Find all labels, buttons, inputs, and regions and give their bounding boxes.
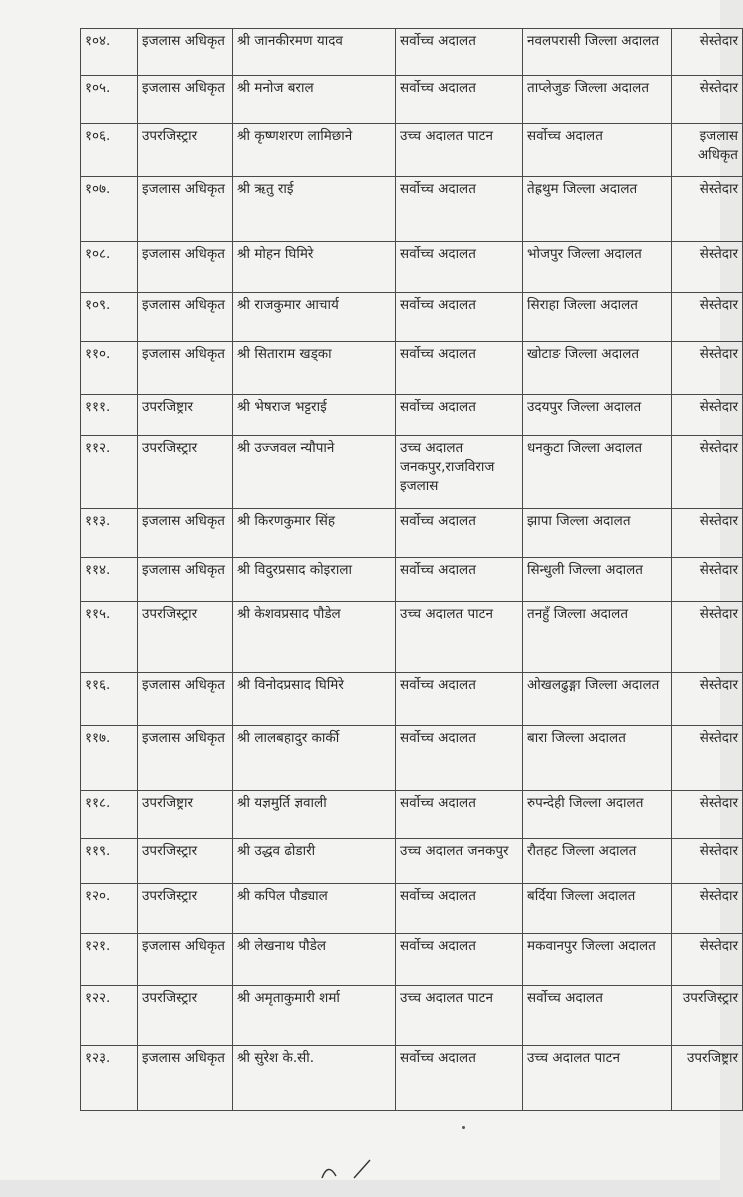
current-post-cell: इजलास अधिकृत bbox=[138, 1046, 233, 1111]
current-post-cell: उपरजिस्ट्रार bbox=[138, 124, 233, 177]
ink-dot bbox=[462, 1126, 465, 1129]
transfer-office-cell: भोजपुर जिल्ला अदालत bbox=[523, 242, 672, 293]
table-row bbox=[81, 293, 743, 342]
employee-name-cell: श्री कृष्णशरण लामिछाने bbox=[233, 124, 396, 177]
transfer-office-cell: तनहुँ जिल्ला अदालत bbox=[523, 602, 672, 673]
current-office-cell: सर्वोच्च अदालत bbox=[396, 293, 523, 342]
current-post-cell: उपरजिस्ट्रार bbox=[138, 839, 233, 884]
serial-number-cell: ११७. bbox=[81, 726, 138, 791]
new-post-cell: सेस्तेदार bbox=[672, 839, 743, 884]
transfer-office-cell: रौतहट जिल्ला अदालत bbox=[523, 839, 672, 884]
table-row bbox=[81, 436, 743, 509]
new-post-cell: इजलास अधिकृत bbox=[672, 124, 743, 177]
table-row bbox=[81, 29, 743, 76]
new-post-cell: सेस्तेदार bbox=[672, 242, 743, 293]
new-post-cell: उपरजिष्ट्रार bbox=[672, 1046, 743, 1111]
new-post-cell: सेस्तेदार bbox=[672, 791, 743, 839]
transfer-office-cell: नवलपरासी जिल्ला अदालत bbox=[523, 29, 672, 76]
serial-number-cell: १२०. bbox=[81, 884, 138, 934]
transfer-office-cell: बारा जिल्ला अदालत bbox=[523, 726, 672, 791]
table-row bbox=[81, 839, 743, 884]
new-post-cell: सेस्तेदार bbox=[672, 76, 743, 124]
transfer-office-cell: ओखलढुङ्गा जिल्ला अदालत bbox=[523, 673, 672, 726]
table-row bbox=[81, 1046, 743, 1111]
transfer-office-cell: बर्दिया जिल्ला अदालत bbox=[523, 884, 672, 934]
current-office-cell: सर्वोच्च अदालत bbox=[396, 791, 523, 839]
serial-number-cell: १०८. bbox=[81, 242, 138, 293]
new-post-cell: सेस्तेदार bbox=[672, 177, 743, 242]
new-post-cell: सेस्तेदार bbox=[672, 884, 743, 934]
table-body bbox=[81, 29, 743, 1111]
transfer-office-cell: सिन्धुली जिल्ला अदालत bbox=[523, 558, 672, 602]
table-row bbox=[81, 726, 743, 791]
current-post-cell: उपरजिस्ट्रार bbox=[138, 436, 233, 509]
table-row bbox=[81, 934, 743, 986]
transfer-office-cell: मकवानपुर जिल्ला अदालत bbox=[523, 934, 672, 986]
current-post-cell: उपरजिस्ट्रार bbox=[138, 884, 233, 934]
transfer-office-cell: तेह्रथुम जिल्ला अदालत bbox=[523, 177, 672, 242]
new-post-cell: सेस्तेदार bbox=[672, 29, 743, 76]
current-office-cell: सर्वोच्च अदालत bbox=[396, 726, 523, 791]
serial-number-cell: १२२. bbox=[81, 986, 138, 1046]
current-office-cell: सर्वोच्च अदालत bbox=[396, 76, 523, 124]
serial-number-cell: ११२. bbox=[81, 436, 138, 509]
transfer-office-cell: ताप्लेजुङ जिल्ला अदालत bbox=[523, 76, 672, 124]
signature-mark bbox=[318, 1158, 378, 1180]
transfer-office-cell: झापा जिल्ला अदालत bbox=[523, 509, 672, 558]
serial-number-cell: १०६. bbox=[81, 124, 138, 177]
serial-number-cell: १२३. bbox=[81, 1046, 138, 1111]
current-post-cell: इजलास अधिकृत bbox=[138, 29, 233, 76]
employee-name-cell: श्री उद्धव ढोडारी bbox=[233, 839, 396, 884]
current-post-cell: इजलास अधिकृत bbox=[138, 342, 233, 395]
serial-number-cell: १२१. bbox=[81, 934, 138, 986]
current-post-cell: इजलास अधिकृत bbox=[138, 76, 233, 124]
current-office-cell: सर्वोच्च अदालत bbox=[396, 177, 523, 242]
current-office-cell: उच्च अदालत जनकपुर bbox=[396, 839, 523, 884]
serial-number-cell: १०९. bbox=[81, 293, 138, 342]
current-office-cell: उच्च अदालत पाटन bbox=[396, 602, 523, 673]
current-post-cell: इजलास अधिकृत bbox=[138, 177, 233, 242]
transfer-office-cell: सर्वोच्च अदालत bbox=[523, 124, 672, 177]
table-row bbox=[81, 124, 743, 177]
current-office-cell: सर्वोच्च अदालत bbox=[396, 558, 523, 602]
current-office-cell: उच्च अदालत जनकपुर,राजविराज इजलास bbox=[396, 436, 523, 509]
current-office-cell: सर्वोच्च अदालत bbox=[396, 1046, 523, 1111]
table-row bbox=[81, 177, 743, 242]
current-office-cell: सर्वोच्च अदालत bbox=[396, 934, 523, 986]
current-post-cell: उपरजिस्ट्रार bbox=[138, 986, 233, 1046]
serial-number-cell: १०७. bbox=[81, 177, 138, 242]
table-row bbox=[81, 602, 743, 673]
employee-name-cell: श्री मोहन घिमिरे bbox=[233, 242, 396, 293]
new-post-cell: सेस्तेदार bbox=[672, 934, 743, 986]
new-post-cell: सेस्तेदार bbox=[672, 293, 743, 342]
current-post-cell: इजलास अधिकृत bbox=[138, 242, 233, 293]
table-row bbox=[81, 395, 743, 436]
employee-name-cell: श्री विनोदप्रसाद घिमिरे bbox=[233, 673, 396, 726]
employee-name-cell: श्री कपिल पौड्याल bbox=[233, 884, 396, 934]
employee-name-cell: श्री सिताराम खड्का bbox=[233, 342, 396, 395]
employee-name-cell: श्री अमृताकुमारी शर्मा bbox=[233, 986, 396, 1046]
table-row bbox=[81, 242, 743, 293]
current-office-cell: सर्वोच्च अदालत bbox=[396, 673, 523, 726]
current-office-cell: सर्वोच्च अदालत bbox=[396, 395, 523, 436]
table-row bbox=[81, 986, 743, 1046]
table-row bbox=[81, 791, 743, 839]
current-post-cell: इजलास अधिकृत bbox=[138, 673, 233, 726]
current-office-cell: उच्च अदालत पाटन bbox=[396, 986, 523, 1046]
employee-name-cell: श्री यज्ञमुर्ति ज्ञवाली bbox=[233, 791, 396, 839]
current-office-cell: सर्वोच्च अदालत bbox=[396, 242, 523, 293]
current-post-cell: उपरजिस्ट्रार bbox=[138, 602, 233, 673]
new-post-cell: सेस्तेदार bbox=[672, 436, 743, 509]
new-post-cell: उपरजिस्ट्रार bbox=[672, 986, 743, 1046]
transfer-office-cell: धनकुटा जिल्ला अदालत bbox=[523, 436, 672, 509]
new-post-cell: सेस्तेदार bbox=[672, 558, 743, 602]
new-post-cell: सेस्तेदार bbox=[672, 395, 743, 436]
current-post-cell: इजलास अधिकृत bbox=[138, 509, 233, 558]
employee-name-cell: श्री सुरेश के.सी. bbox=[233, 1046, 396, 1111]
transfer-office-cell: सर्वोच्च अदालत bbox=[523, 986, 672, 1046]
transfer-office-cell: उच्च अदालत पाटन bbox=[523, 1046, 672, 1111]
serial-number-cell: १०४. bbox=[81, 29, 138, 76]
bottom-strip bbox=[0, 1180, 720, 1197]
current-post-cell: इजलास अधिकृत bbox=[138, 934, 233, 986]
table-row bbox=[81, 673, 743, 726]
employee-name-cell: श्री लेखनाथ पौडेल bbox=[233, 934, 396, 986]
employee-name-cell: श्री किरणकुमार सिंह bbox=[233, 509, 396, 558]
transfer-office-cell: उदयपुर जिल्ला अदालत bbox=[523, 395, 672, 436]
serial-number-cell: ११४. bbox=[81, 558, 138, 602]
serial-number-cell: ११०. bbox=[81, 342, 138, 395]
employee-name-cell: श्री लालबहादुर कार्की bbox=[233, 726, 396, 791]
employee-name-cell: श्री उज्जवल न्यौपाने bbox=[233, 436, 396, 509]
table-row bbox=[81, 76, 743, 124]
employee-name-cell: श्री विदुरप्रसाद कोइराला bbox=[233, 558, 396, 602]
employee-name-cell: श्री भेषराज भट्टराई bbox=[233, 395, 396, 436]
new-post-cell: सेस्तेदार bbox=[672, 342, 743, 395]
current-office-cell: सर्वोच्च अदालत bbox=[396, 342, 523, 395]
employee-name-cell: श्री ऋतु राई bbox=[233, 177, 396, 242]
current-office-cell: सर्वोच्च अदालत bbox=[396, 884, 523, 934]
table-row bbox=[81, 509, 743, 558]
current-post-cell: इजलास अधिकृत bbox=[138, 726, 233, 791]
table-row bbox=[81, 884, 743, 934]
new-post-cell: सेस्तेदार bbox=[672, 726, 743, 791]
employee-name-cell: श्री केशवप्रसाद पौडेल bbox=[233, 602, 396, 673]
serial-number-cell: ११५. bbox=[81, 602, 138, 673]
serial-number-cell: ११३. bbox=[81, 509, 138, 558]
serial-number-cell: १०५. bbox=[81, 76, 138, 124]
employee-name-cell: श्री राजकुमार आचार्य bbox=[233, 293, 396, 342]
current-office-cell: सर्वोच्च अदालत bbox=[396, 509, 523, 558]
current-post-cell: इजलास अधिकृत bbox=[138, 293, 233, 342]
transfer-office-cell: खोटाङ जिल्ला अदालत bbox=[523, 342, 672, 395]
employee-name-cell: श्री जानकीरमण यादव bbox=[233, 29, 396, 76]
serial-number-cell: १११. bbox=[81, 395, 138, 436]
current-post-cell: उपरजिष्ट्रार bbox=[138, 791, 233, 839]
serial-number-cell: ११९. bbox=[81, 839, 138, 884]
table-row bbox=[81, 342, 743, 395]
transfer-office-cell: रुपन्देही जिल्ला अदालत bbox=[523, 791, 672, 839]
current-post-cell: इजलास अधिकृत bbox=[138, 558, 233, 602]
current-office-cell: उच्च अदालत पाटन bbox=[396, 124, 523, 177]
serial-number-cell: ११८. bbox=[81, 791, 138, 839]
current-office-cell: सर्वोच्च अदालत bbox=[396, 29, 523, 76]
table-row bbox=[81, 558, 743, 602]
transfer-table bbox=[80, 28, 743, 1111]
new-post-cell: सेस्तेदार bbox=[672, 602, 743, 673]
current-post-cell: उपरजिष्ट्रार bbox=[138, 395, 233, 436]
new-post-cell: सेस्तेदार bbox=[672, 509, 743, 558]
employee-name-cell: श्री मनोज बराल bbox=[233, 76, 396, 124]
transfer-office-cell: सिराहा जिल्ला अदालत bbox=[523, 293, 672, 342]
new-post-cell: सेस्तेदार bbox=[672, 673, 743, 726]
serial-number-cell: ११६. bbox=[81, 673, 138, 726]
